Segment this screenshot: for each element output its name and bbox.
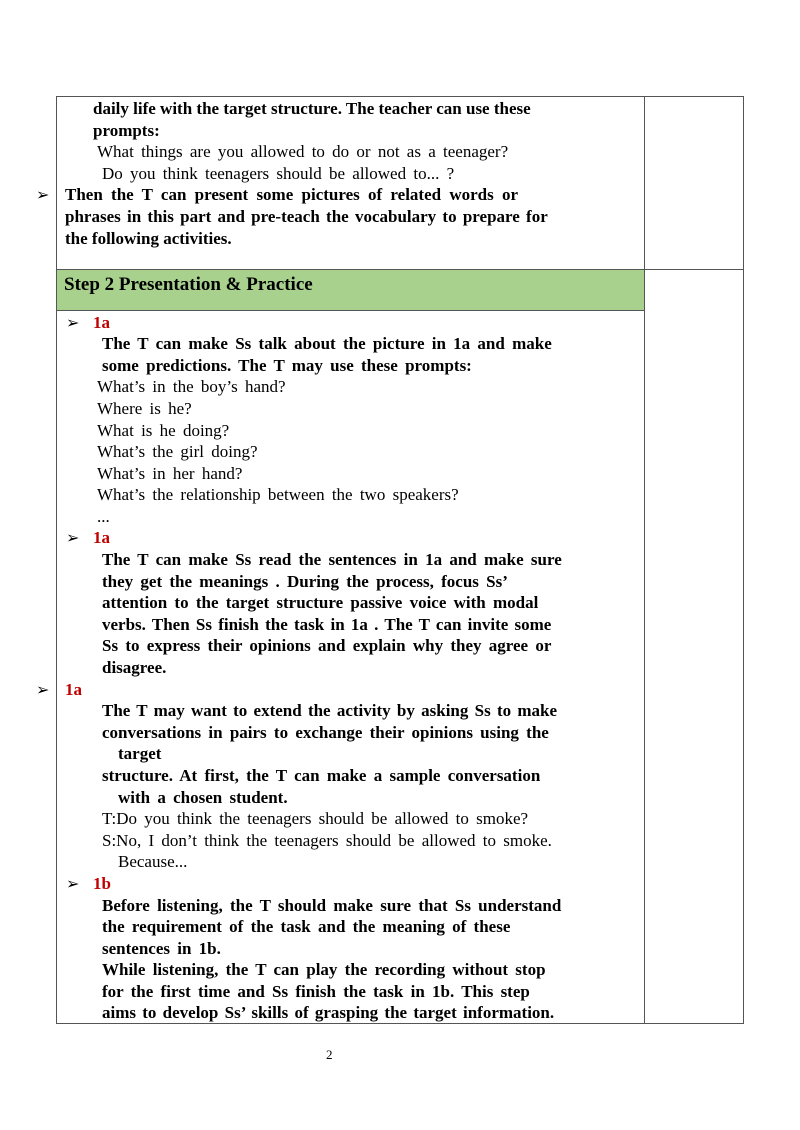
row-divider-step bbox=[56, 310, 645, 311]
intro-bullet-line-3: the following activities. bbox=[65, 229, 232, 248]
section-label: 1b bbox=[93, 874, 111, 893]
section-line: the requirement of the task and the meaning of these bbox=[102, 917, 511, 936]
section-line: Before listening, the T should make sure that Ss understand bbox=[102, 896, 562, 915]
prompt-line: What is he doing? bbox=[97, 421, 230, 440]
bullet-arrow-icon: ➢ bbox=[66, 313, 80, 332]
section-line: aims to develop Ss’ skills of grasping the target information. bbox=[102, 1003, 555, 1022]
section-line: disagree. bbox=[102, 658, 167, 677]
column-divider bbox=[644, 96, 645, 1024]
section-line: target bbox=[118, 744, 162, 763]
prompt-line: ... bbox=[97, 507, 110, 526]
intro-prompt-1: What things are you allowed to do or not as a teenager? bbox=[97, 142, 509, 161]
intro-line-1 bbox=[93, 98, 623, 120]
section-line: Ss to express their opinions and explain why they agree or bbox=[102, 636, 552, 655]
intro-bullet-line-1: Then the T can present some pictures of related words or bbox=[65, 185, 519, 204]
section-label: 1a bbox=[93, 313, 110, 332]
prompt-line: What’s the girl doing? bbox=[97, 442, 258, 461]
bullet-arrow-icon: ➢ bbox=[66, 528, 80, 547]
intro-bullet-line-2: phrases in this part and pre-teach the vocabulary to prepare for bbox=[65, 207, 548, 226]
dialogue-line: S:No, I don’t think the teenagers should be allowed to smoke. bbox=[102, 831, 552, 850]
bullet-arrow-icon: ➢ bbox=[36, 680, 50, 699]
section-line: verbs. Then Ss finish the task in 1a . The T can invite some bbox=[102, 615, 552, 634]
section-line: The T may want to extend the activity by asking Ss to make bbox=[102, 701, 558, 720]
intro-text: daily life with the target structure. The teacher can use these bbox=[93, 99, 531, 118]
section-line: some predictions. The T may use these prompts: bbox=[102, 356, 472, 375]
intro-prompt-2: Do you think teenagers should be allowed to... ? bbox=[102, 164, 455, 183]
section-line: structure. At first, the T can make a sample conversation bbox=[102, 766, 541, 785]
page-number: 2 bbox=[326, 1047, 333, 1062]
section-line: attention to the target structure passive voice with modal bbox=[102, 593, 539, 612]
section-line: with a chosen student. bbox=[118, 788, 288, 807]
section-line: they get the meanings . During the process, focus Ss’ bbox=[102, 572, 508, 591]
section-line: While listening, the T can play the recording without stop bbox=[102, 960, 546, 979]
step-title: Step 2 Presentation & Practice bbox=[64, 274, 313, 295]
section-label: 1a bbox=[65, 680, 82, 699]
dialogue-line: T:Do you think the teenagers should be allowed to smoke? bbox=[102, 809, 529, 828]
prompt-line: What’s in the boy’s hand? bbox=[97, 377, 286, 396]
section-line: for the first time and Ss finish the task in 1b. This step bbox=[102, 982, 530, 1001]
section-label: 1a bbox=[93, 528, 110, 547]
dialogue-line: Because... bbox=[118, 852, 188, 871]
section-line: sentences in 1b. bbox=[102, 939, 221, 958]
prompt-line: What’s in her hand? bbox=[97, 464, 243, 483]
prompt-line: What’s the relationship between the two speakers? bbox=[97, 485, 459, 504]
section-line: conversations in pairs to exchange their opinions using the bbox=[102, 723, 549, 742]
section-line: The T can make Ss talk about the picture in 1a and make bbox=[102, 334, 552, 353]
bullet-arrow-icon: ➢ bbox=[36, 185, 50, 204]
section-line: The T can make Ss read the sentences in 1a and make sure bbox=[102, 550, 562, 569]
intro-line-2: prompts: bbox=[93, 121, 160, 140]
bullet-arrow-icon: ➢ bbox=[66, 874, 80, 893]
prompt-line: Where is he? bbox=[97, 399, 192, 418]
